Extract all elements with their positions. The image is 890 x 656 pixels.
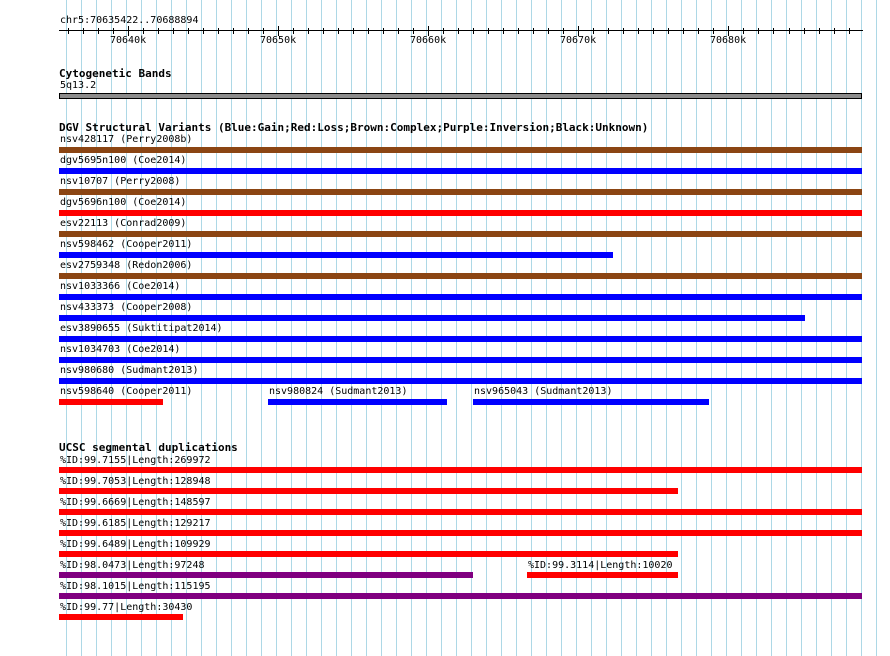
ruler-tick-label: 70640k — [110, 35, 147, 46]
ruler-minor-tick — [593, 28, 594, 34]
feature-bar[interactable] — [59, 593, 862, 599]
ruler-minor-tick — [83, 28, 84, 34]
feature-label: %ID:99.6185|Length:129217 — [60, 518, 211, 529]
ruler-minor-tick — [218, 28, 219, 34]
ruler-minor-tick — [248, 28, 249, 34]
ruler-minor-tick — [563, 28, 564, 34]
track-title-cytoband[interactable]: Cytogenetic Bands — [59, 67, 172, 80]
ruler-minor-tick — [834, 28, 835, 34]
ruler-tick-label: 70660k — [410, 35, 447, 46]
feature-label: %ID:99.6489|Length:109929 — [60, 539, 211, 550]
ruler-minor-tick — [368, 28, 369, 34]
cytoband-label: 5q13.2 — [60, 80, 97, 91]
ruler-minor-tick — [233, 28, 234, 34]
ruler-minor-tick — [608, 28, 609, 34]
feature-label: esv2759348 (Redon2006) — [60, 260, 193, 271]
ruler-minor-tick — [383, 28, 384, 34]
feature-bar[interactable] — [59, 168, 862, 174]
feature-bar[interactable] — [59, 467, 862, 473]
feature-label: nsv980824 (Sudmant2013) — [269, 386, 408, 397]
ruler-minor-tick — [308, 28, 309, 34]
ruler-minor-tick — [653, 28, 654, 34]
feature-bar[interactable] — [59, 509, 862, 515]
feature-label: nsv433373 (Cooper2008) — [60, 302, 193, 313]
feature-bar[interactable] — [59, 378, 862, 384]
ruler-minor-tick — [548, 28, 549, 34]
ruler-minor-tick — [668, 28, 669, 34]
track-title-segdup[interactable]: UCSC segmental duplications — [59, 441, 238, 454]
ruler-minor-tick — [203, 28, 204, 34]
ruler-minor-tick — [143, 28, 144, 34]
feature-bar[interactable] — [59, 210, 862, 216]
feature-label: nsv428117 (Perry2008b) — [60, 134, 193, 145]
ruler-minor-tick — [773, 28, 774, 34]
ruler-minor-tick — [623, 28, 624, 34]
ruler-minor-tick — [698, 28, 699, 34]
feature-label: %ID:98.0473|Length:97248 — [60, 560, 205, 571]
ruler-minor-tick — [323, 28, 324, 34]
track-title-dgv[interactable]: DGV Structural Variants (Blue:Gain;Red:Loss;Brown:Complex;Purple:Inversion;Black:Unknown) — [59, 121, 649, 134]
ruler-minor-tick — [533, 28, 534, 34]
feature-bar[interactable] — [268, 399, 447, 405]
ruler-minor-tick — [158, 28, 159, 34]
ruler-minor-tick — [638, 28, 639, 34]
ruler-minor-tick — [68, 28, 69, 34]
feature-bar[interactable] — [59, 614, 183, 620]
ruler-minor-tick — [789, 28, 790, 34]
feature-label: %ID:98.1015|Length:115195 — [60, 581, 211, 592]
feature-bar[interactable] — [59, 147, 862, 153]
feature-bar[interactable] — [527, 572, 678, 578]
ruler-minor-tick — [173, 28, 174, 34]
feature-label: %ID:99.3114|Length:10020 — [528, 560, 673, 571]
feature-bar[interactable] — [59, 551, 678, 557]
ruler-minor-tick — [518, 28, 519, 34]
feature-label: %ID:99.6669|Length:148597 — [60, 497, 211, 508]
ruler-minor-tick — [338, 28, 339, 34]
feature-bar[interactable] — [59, 399, 163, 405]
feature-bar[interactable] — [59, 336, 862, 342]
feature-label: %ID:99.7155|Length:269972 — [60, 455, 211, 466]
ruler-minor-tick — [113, 28, 114, 34]
ruler-tick-label: 70680k — [710, 35, 747, 46]
feature-label: nsv1034703 (Coe2014) — [60, 344, 181, 355]
ruler-minor-tick — [503, 28, 504, 34]
ruler-tick-label: 70670k — [560, 35, 597, 46]
feature-bar[interactable] — [59, 315, 805, 321]
region-label: chr5:70635422..70688894 — [60, 15, 199, 26]
feature-bar[interactable] — [59, 189, 862, 195]
feature-label: %ID:99.7053|Length:128948 — [60, 476, 211, 487]
feature-label: nsv598462 (Cooper2011) — [60, 239, 193, 250]
feature-label: esv3890655 (Suktitipat2014) — [60, 323, 223, 334]
ruler-minor-tick — [398, 28, 399, 34]
ruler-minor-tick — [758, 28, 759, 34]
ruler-minor-tick — [488, 28, 489, 34]
feature-label: %ID:99.77|Length:30430 — [60, 602, 193, 613]
feature-label: esv22113 (Conrad2009) — [60, 218, 187, 229]
feature-label: nsv10707 (Perry2008) — [60, 176, 181, 187]
ruler-minor-tick — [188, 28, 189, 34]
feature-bar[interactable] — [59, 488, 678, 494]
feature-label: dgv5695n100 (Coe2014) — [60, 155, 187, 166]
feature-bar[interactable] — [59, 357, 862, 363]
feature-bar[interactable] — [59, 294, 862, 300]
feature-bar[interactable] — [59, 252, 613, 258]
ruler-minor-tick — [849, 28, 850, 34]
ruler-minor-tick — [98, 28, 99, 34]
ruler-minor-tick — [819, 28, 820, 34]
ruler-minor-tick — [353, 28, 354, 34]
ruler-minor-tick — [458, 28, 459, 34]
ruler-tick-label: 70650k — [260, 35, 297, 46]
ruler-minor-tick — [683, 28, 684, 34]
cytoband-bar[interactable] — [59, 93, 862, 99]
ruler-minor-tick — [413, 28, 414, 34]
ruler-minor-tick — [743, 28, 744, 34]
ruler-minor-tick — [293, 28, 294, 34]
ruler-minor-tick — [713, 28, 714, 34]
ruler-minor-tick — [263, 28, 264, 34]
feature-label: nsv980680 (Sudmant2013) — [60, 365, 199, 376]
feature-bar[interactable] — [59, 273, 862, 279]
feature-label: nsv598640 (Cooper2011) — [60, 386, 193, 397]
ruler-minor-tick — [804, 28, 805, 34]
feature-label: nsv1033366 (Coe2014) — [60, 281, 181, 292]
feature-bar[interactable] — [473, 399, 709, 405]
ruler-minor-tick — [473, 28, 474, 34]
ruler-minor-tick — [443, 28, 444, 34]
feature-bar[interactable] — [59, 231, 862, 237]
feature-bar[interactable] — [59, 572, 473, 578]
ruler[interactable] — [0, 0, 890, 50]
feature-label: nsv965043 (Sudmant2013) — [474, 386, 613, 397]
feature-bar[interactable] — [59, 530, 862, 536]
feature-label: dgv5696n100 (Coe2014) — [60, 197, 187, 208]
